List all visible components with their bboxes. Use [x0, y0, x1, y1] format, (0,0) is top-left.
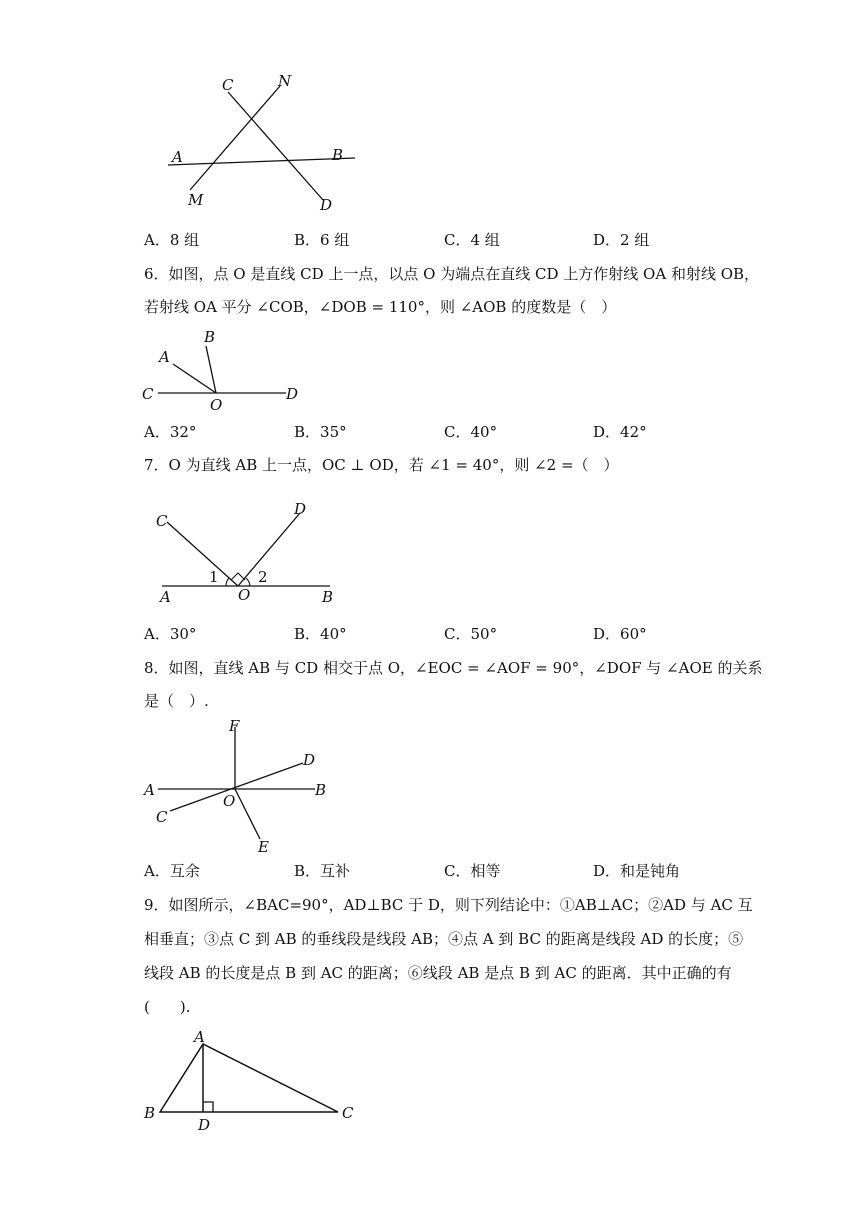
- q8-label-a: A: [144, 781, 155, 799]
- q7-label-angle2: 2: [258, 568, 268, 586]
- q5-label-a: A: [172, 148, 183, 166]
- q6-stem-line2: 若射线 OA 平分 ∠COB，∠DOB = 110°，则 ∠AOB 的度数是（ ）: [144, 298, 617, 316]
- q6-label-a: A: [159, 348, 170, 366]
- q7-option-c[interactable]: C．50°: [444, 625, 498, 643]
- q9-stem-line3: 线段 AB 的长度是点 B 到 AC 的距离；⑥线段 AB 是点 B 到 AC 的距离．其中正确的有: [144, 964, 732, 982]
- q6-option-d[interactable]: D．42°: [593, 423, 647, 441]
- q9-figure: [140, 1024, 370, 1134]
- q8-label-e: E: [258, 838, 269, 856]
- q9-stem-line4: ( ).: [144, 998, 191, 1016]
- q9-stem-line1: 9．如图所示，∠BAC=90°，AD⊥BC 于 D，则下列结论中：①AB⊥AC；②AD 与 AC 互: [144, 896, 753, 914]
- q9-stem-line2: 相垂直；③点 C 到 AB 的垂线段是线段 AB；④点 A 到 BC 的距离是线段 AD 的长度；⑤: [144, 930, 744, 948]
- q9-label-a: A: [194, 1028, 205, 1046]
- q8-option-a[interactable]: A．互余: [144, 862, 200, 880]
- q5-figure: [160, 70, 370, 220]
- q8-label-o: O: [223, 792, 236, 810]
- q5-option-a[interactable]: A．8 组: [144, 231, 200, 249]
- q7-stem-line1: 7．O 为直线 AB 上一点，OC ⊥ OD，若 ∠1 = 40°，则 ∠2 =（ ）: [144, 456, 619, 474]
- q5-option-d[interactable]: D．2 组: [593, 231, 650, 249]
- q8-figure: [140, 714, 340, 858]
- q6-option-a[interactable]: A．32°: [144, 423, 197, 441]
- q5-label-d: D: [320, 196, 333, 214]
- q8-label-d: D: [303, 751, 316, 769]
- q6-figure: [140, 326, 320, 412]
- q8-option-c[interactable]: C．相等: [444, 862, 501, 880]
- q5-label-b: B: [332, 146, 344, 164]
- q7-label-o: O: [238, 586, 251, 604]
- q7-option-b[interactable]: B．40°: [294, 625, 347, 643]
- q7-option-a[interactable]: A．30°: [144, 625, 197, 643]
- q8-label-b: B: [315, 781, 327, 799]
- q8-label-c: C: [156, 808, 168, 826]
- q7-label-b: B: [322, 588, 334, 606]
- q6-label-c: C: [142, 385, 154, 403]
- q9-label-b: B: [144, 1104, 156, 1122]
- q5-label-m: M: [188, 191, 204, 209]
- q5-option-c[interactable]: C．4 组: [444, 231, 500, 249]
- q9-label-d: D: [198, 1116, 211, 1134]
- q6-label-b: B: [204, 328, 216, 346]
- q7-figure: [150, 498, 350, 606]
- q5-option-b[interactable]: B．6 组: [294, 231, 350, 249]
- q7-label-d: D: [294, 500, 307, 518]
- q6-label-d: D: [286, 385, 299, 403]
- q7-label-angle1: 1: [209, 568, 219, 586]
- q6-option-b[interactable]: B．35°: [294, 423, 347, 441]
- q8-stem-line1: 8．如图，直线 AB 与 CD 相交于点 O，∠EOC = ∠AOF = 90°，∠DOF 与 ∠AOE 的关系: [144, 659, 763, 677]
- q6-label-o: O: [210, 396, 223, 414]
- q5-label-n: N: [278, 72, 292, 90]
- q9-label-c: C: [342, 1104, 354, 1122]
- q6-stem-line1: 6．如图，点 O 是直线 CD 上一点，以点 O 为端点在直线 CD 上方作射线 OA 和射线 OB，: [144, 265, 760, 283]
- q5-label-c: C: [222, 76, 234, 94]
- q8-option-d[interactable]: D．和是钝角: [593, 862, 681, 880]
- q8-label-f: F: [229, 717, 240, 735]
- q7-label-a: A: [160, 588, 171, 606]
- q6-option-c[interactable]: C．40°: [444, 423, 498, 441]
- q8-option-b[interactable]: B．互补: [294, 862, 351, 880]
- q7-label-c: C: [156, 512, 168, 530]
- q7-option-d[interactable]: D．60°: [593, 625, 647, 643]
- q8-stem-line2: 是（ ）.: [144, 692, 209, 710]
